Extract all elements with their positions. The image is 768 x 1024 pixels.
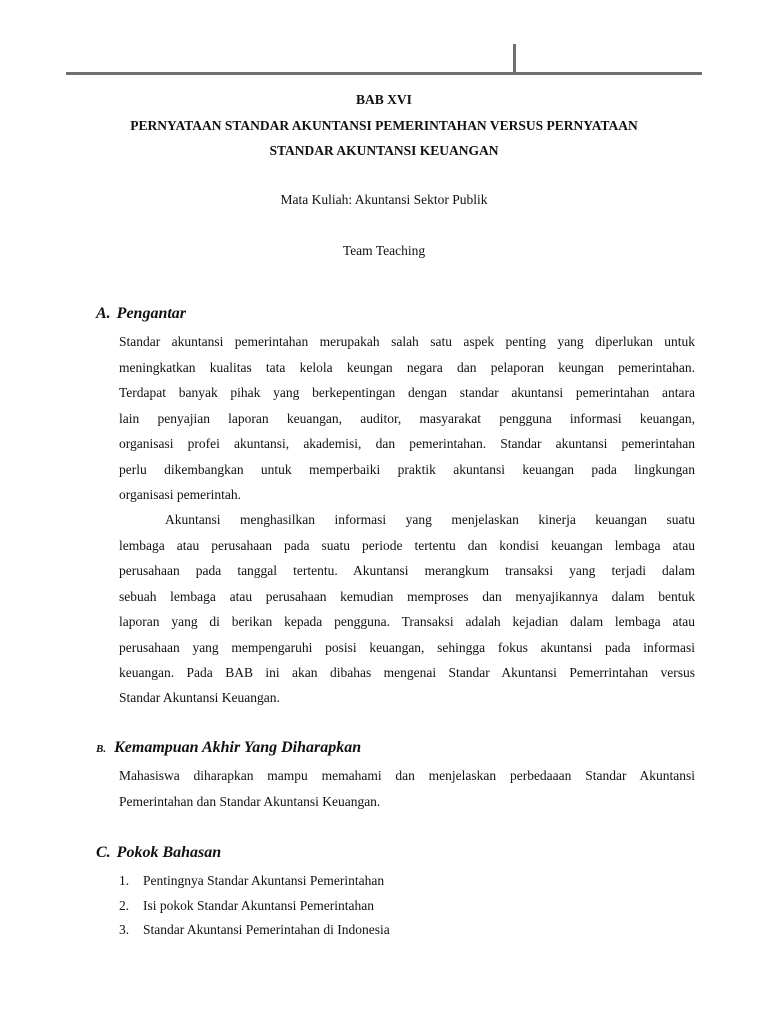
section-c-letter: C. <box>96 844 111 861</box>
section-a-p2-line: Standar Akuntansi Keuangan. <box>119 690 280 705</box>
section-b-letter: B. <box>96 743 107 755</box>
section-c-heading <box>96 844 221 862</box>
section-a-p1-line: Standar akuntansi pemerintahan merupakah salah satu aspek penting yang diperlukan untuk <box>119 334 695 349</box>
section-a-p2-line: lembaga atau perusahaan pada suatu periode tertentu dan kondisi keuangan lembaga atau <box>119 538 695 553</box>
section-b-line: Mahasiswa diharapkan mampu memahami dan menjelaskan perbedaaan Standar Akuntansi <box>119 768 695 783</box>
section-a-p2-line: perusahaan yang mempengaruhi posisi keuangan, sehingga fokus akuntansi pada informasi <box>119 640 695 655</box>
section-a-p1-line: organisasi pemerintah. <box>119 487 241 502</box>
section-a-p1-line: Terdapat banyak pihak yang berkepentingan dengan standar akuntansi pemerintahan antara <box>119 385 695 400</box>
section-b-title: Kemampuan Akhir Yang Diharapkan <box>114 739 362 756</box>
list-item <box>119 898 374 914</box>
section-a-p1-line: meningkatkan kualitas tata kelola keungan negara dan pelaporan keungan pemerintahan. <box>119 360 695 375</box>
section-c-title: Pokok Bahasan <box>116 844 222 861</box>
section-b-line: Pemerintahan dan Standar Akuntansi Keuangan. <box>119 794 381 809</box>
section-a-title: Pengantar <box>116 305 187 322</box>
list-item-number: 1. <box>119 873 130 888</box>
header-rule <box>66 72 702 75</box>
section-a-p2-line: sebuah lembaga atau perusahaan kemudian memproses dan menyajikannya dalam bentuk <box>119 589 695 604</box>
list-item <box>119 873 384 889</box>
section-a-p1-line: lain penyajian laporan keuangan, auditor, masyarakat pengguna informasi keuangan, <box>119 411 695 426</box>
list-item <box>119 922 390 938</box>
chapter-number: BAB XVI <box>356 92 412 107</box>
list-item-number: 2. <box>119 898 130 913</box>
course-name: Mata Kuliah: Akuntansi Sektor Publik <box>280 192 488 207</box>
section-b-heading <box>96 739 361 757</box>
list-item-text: Standar Akuntansi Pemerintahan di Indonesia <box>143 922 390 937</box>
section-a-p2-line: laporan yang di berikan kepada pengguna. Transaksi adalah kejadian dalam lembaga atau <box>119 614 695 629</box>
section-a-p1-line: perlu dikembangkan untuk memperbaiki praktik akuntansi keuangan pada lingkungan <box>119 462 695 477</box>
list-item-text: Isi pokok Standar Akuntansi Pemerintahan <box>143 898 374 913</box>
list-item-number: 3. <box>119 922 130 937</box>
section-a-heading <box>96 305 186 323</box>
section-a-p2-line: perusahaan pada tanggal tertentu. Akuntansi merangkum transaksi yang terjadi dalam <box>119 563 695 578</box>
section-a-letter: A. <box>96 305 111 322</box>
team-teaching: Team Teaching <box>342 243 426 258</box>
title-line-2: STANDAR AKUNTANSI KEUANGAN <box>269 143 499 158</box>
title-line-1: PERNYATAAN STANDAR AKUNTANSI PEMERINTAHAN VERSUS PERNYATAAN <box>130 118 638 133</box>
section-a-p1-line: organisasi profei akuntansi, akademisi, dan pemerintahan. Standar akuntansi pemerintahan <box>119 436 695 451</box>
section-a-p2-line: Akuntansi menghasilkan informasi yang menjelaskan kinerja keuangan suatu <box>165 512 695 527</box>
header-tick <box>513 44 516 74</box>
section-a-p2-line: keuangan. Pada BAB ini akan dibahas mengenai Standar Akuntansi Pemerrintahan versus <box>119 665 695 680</box>
list-item-text: Pentingnya Standar Akuntansi Pemerintahan <box>143 873 385 888</box>
